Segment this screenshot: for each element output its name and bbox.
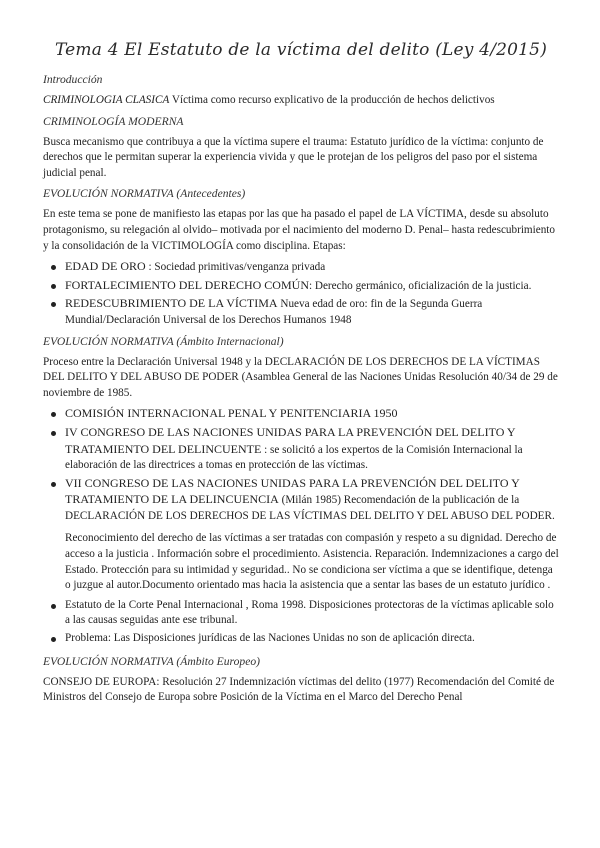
bullet-icon	[51, 412, 56, 417]
criminologia-clasica	[43, 93, 559, 109]
europeo-heading: EVOLUCIÓN NORMATIVA (Ámbito Europeo)	[43, 654, 261, 668]
criminologia-moderna-heading: CRIMINOLOGÍA MODERNA	[43, 114, 184, 128]
list-item: EDAD DE ORO : Sociedad primitivas/venganza privada	[43, 259, 559, 276]
bullet-icon	[51, 302, 56, 307]
bullet-icon	[51, 604, 56, 609]
list-item: Estatuto de la Corte Penal Internacional , Roma 1998. Disposiciones protectoras de la víctimas aplicable solo a las causas seguidas ante ese tribunal.	[43, 598, 559, 629]
bullet-icon	[51, 482, 56, 487]
antecedentes-paragraph: En este tema se pone de manifiesto las etapas por las que ha pasado el papel de LA VÍCTIMA, desde su absoluto protagonismo, su relegación al olvido– motivada por el nacimiento del moderno D. Penal– hasta redescubrimiento y la consolidación de la VICTIMOLOGÍA como disciplina. Etapas:	[43, 208, 556, 252]
antecedentes-heading: EVOLUCIÓN NORMATIVA (Antecedentes)	[43, 187, 246, 201]
bullet-icon	[51, 431, 56, 436]
document-title: Tema 4 El Estatuto de la víctima del delito (Ley 4/2015)	[54, 40, 548, 60]
list-item: COMISIÓN INTERNACIONAL PENAL Y PENITENCIARIA 1950	[43, 406, 559, 423]
criminologia-clasica-text: Víctima como recurso explicativo de la producción de hechos delictivos	[169, 94, 495, 106]
document-page	[43, 40, 559, 711]
bullet-icon	[51, 284, 56, 289]
list-item: VII CONGRESO DE LAS NACIONES UNIDAS PARA LA PREVENCIÓN DEL DELITO Y TRATAMIENTO DE LA DELINCUENCIA (Milán 1985) Recomendación de la publicación de la DECLARACIÓN DE LOS DERECHOS DE LAS VÍCTIMAS DEL DELITO Y DEL ABUSO DEL PODER.	[43, 476, 559, 525]
internacional-list	[43, 406, 559, 524]
europeo-paragraph: CONSEJO DE EUROPA: Resolución 27 Indemnización víctimas del delito (1977) Recomendación del Comité de Ministros del Consejo de Europa sobre Posición de la Víctima en el Marco del Derecho Penal	[43, 675, 555, 704]
antecedentes-list	[43, 259, 559, 328]
bullet-icon	[51, 265, 56, 270]
list-item: IV CONGRESO DE LAS NACIONES UNIDAS PARA LA PREVENCIÓN DEL DELITO Y TRATAMIENTO DEL DELINCUENTE : se solicitó a los expertos de la Comisión Internacional la elaboración de las directrices a tomas en protección de las víctimas.	[43, 425, 559, 474]
declaracion-summary: Reconocimiento del derecho de las víctimas a ser tratadas con compasión y respeto a su dignidad. Derecho de acceso a la justicia . Información sobre el procedimiento. Asistencia. Reparación. Indemnizaciones a cargo del Estado. Protección para su intimidad y seguridad.. No se condiciona ser víctima a que se identifique, detenga o juzgue al autor.Documento orientado mas hacia la asistencia que a sentar las bases de un estatuto jurídico .	[65, 532, 559, 592]
bullet-icon	[51, 637, 56, 642]
intro-heading: Introducción	[43, 73, 103, 86]
list-item: FORTALECIMIENTO DEL DERECHO COMÚN: Derecho germánico, oficialización de la justicia.	[43, 278, 559, 295]
internacional-paragraph: Proceso entre la Declaración Universal 1948 y la DECLARACIÓN DE LOS DERECHOS DE LA VÍCTIMAS DEL DELITO Y DEL ABUSO DE PODER (Asamblea General de las Naciones Unidas Resolución 40/34 de 29 de noviembre de 1985.	[43, 355, 558, 399]
list-item: Problema: Las Disposiciones jurídicas de las Naciones Unidas no son de aplicación directa.	[43, 631, 559, 647]
criminologia-clasica-label: CRIMINOLOGIA CLASICA	[43, 94, 170, 106]
list-item: REDESCUBRIMIENTO DE LA VÍCTIMA Nueva edad de oro: fin de la Segunda Guerra Mundial/Declaración Universal de los Derechos Humanos 1948	[43, 296, 559, 328]
moderna-paragraph: Busca mecanismo que contribuya a que la víctima supere el trauma: Estatuto jurídico de la víctima: conjunto de derechos que le permitan superar la experiencia vivida y que le protejan de los peligros del paso por el sistema judicial penal.	[43, 135, 544, 179]
internacional-list-2	[43, 598, 559, 647]
internacional-heading: EVOLUCIÓN NORMATIVA (Ámbito Internacional)	[43, 334, 284, 348]
